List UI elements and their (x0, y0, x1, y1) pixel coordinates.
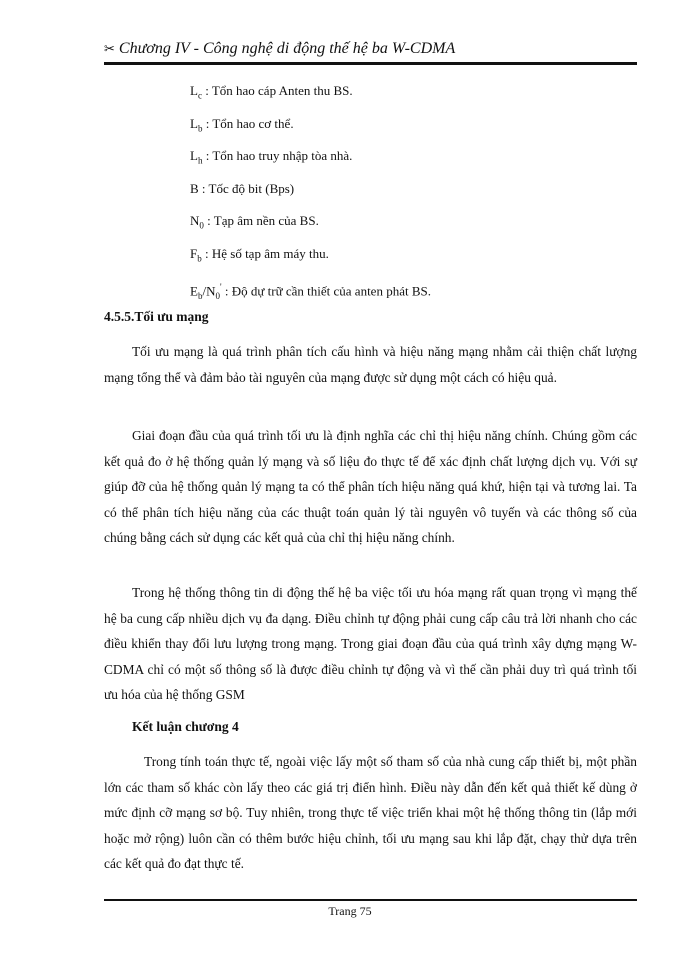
definition-item: $E_b/N_0'$ : Độ dự trữ cần thiết của anten phát BS. (190, 281, 431, 301)
body-paragraph: Trong hệ thống thông tin di động thế hệ ba việc tối ưu hóa mạng rất quan trọng vì mạng thế hệ ba cung cấp nhiều dịch vụ đa dạng. Điều chỉnh tự động phải cung cấp câu trả lời nhanh cho các điều khiển thay đổi lưu lượng trong mạng. Trong giai đoạn đầu của quá trình xây dựng mạng W-CDMA chỉ có một số thông số là được điều chỉnh tự động và vì thế cần phải duy trì quá trình tối ưu hóa của hệ thống GSM (104, 585, 637, 702)
scissors-icon: ✂ (104, 41, 115, 56)
conclusion-paragraph: Trong tính toán thực tế, ngoài việc lấy một số tham số của nhà cung cấp thiết bị, một phần lớn các tham số khác còn lấy theo các giá trị điển hình. Điều này dẫn đến kết quả thiết kế dùng ở mức định cỡ mạng sơ bộ. Tuy nhiên, trong thực tế việc triển khai một hệ thống thông tin (lắp mới hoặc mở rộng) luôn cần có thêm bước hiệu chỉnh, tối ưu mạng sau khi lắp đặt, chạy thử dựa trên các kết quả đo đạt thực tế. (104, 754, 637, 871)
body-paragraph: Tối ưu mạng là quá trình phân tích cấu hình và hiệu năng mạng nhằm cải thiện chất lượng mạng tổng thể và đảm bảo tài nguyên của mạng được sử dụng một cách có hiệu quả. (104, 344, 637, 385)
header-title: Chương IV - Công nghệ di động thế hệ ba W-CDMA (118, 40, 456, 57)
definition-item: $F_b$ : Hệ số tạp âm máy thu. (190, 245, 329, 264)
footer-rule (104, 899, 637, 901)
page-number: Trang 75 (328, 904, 372, 918)
definition-item: $N_0$ : Tạp âm nền của BS. (190, 213, 319, 231)
definition-item: B : Tốc độ bit (Bps) (190, 180, 295, 196)
definition-item: $L_b$ : Tổn hao cơ thể. (190, 115, 294, 134)
definition-item: $L_h$ : Tổn hao truy nhập tòa nhà. (190, 148, 353, 166)
body-paragraph: Giai đoạn đầu của quá trình tối ưu là định nghĩa các chỉ thị hiệu năng chính. Chúng gồm các kết quả đo ở hệ thống quản lý mạng và số liệu đo thực tế để xác định chất lượng dịch vụ. Với sự giúp đỡ của hệ thống quản lý mạng ta có thể phân tích hiệu năng quá khứ, hiện tại và tương lai. Ta có thể phân tích hiệu năng của các thuật toán quản lý tài nguyên vô tuyến và các thông số của chúng bằng cách sử dụng các kết quả của chỉ thị hiệu năng chính. (104, 428, 637, 545)
page-header (104, 38, 637, 60)
conclusion-heading: Kết luận chương 4 (132, 719, 239, 734)
header-rule (104, 62, 637, 65)
section-heading: 4.5.5.Tối ưu mạng (104, 309, 209, 324)
definition-item: $L_c$ : Tổn hao cáp Anten thu BS. (190, 83, 353, 101)
definition-list (190, 80, 630, 308)
